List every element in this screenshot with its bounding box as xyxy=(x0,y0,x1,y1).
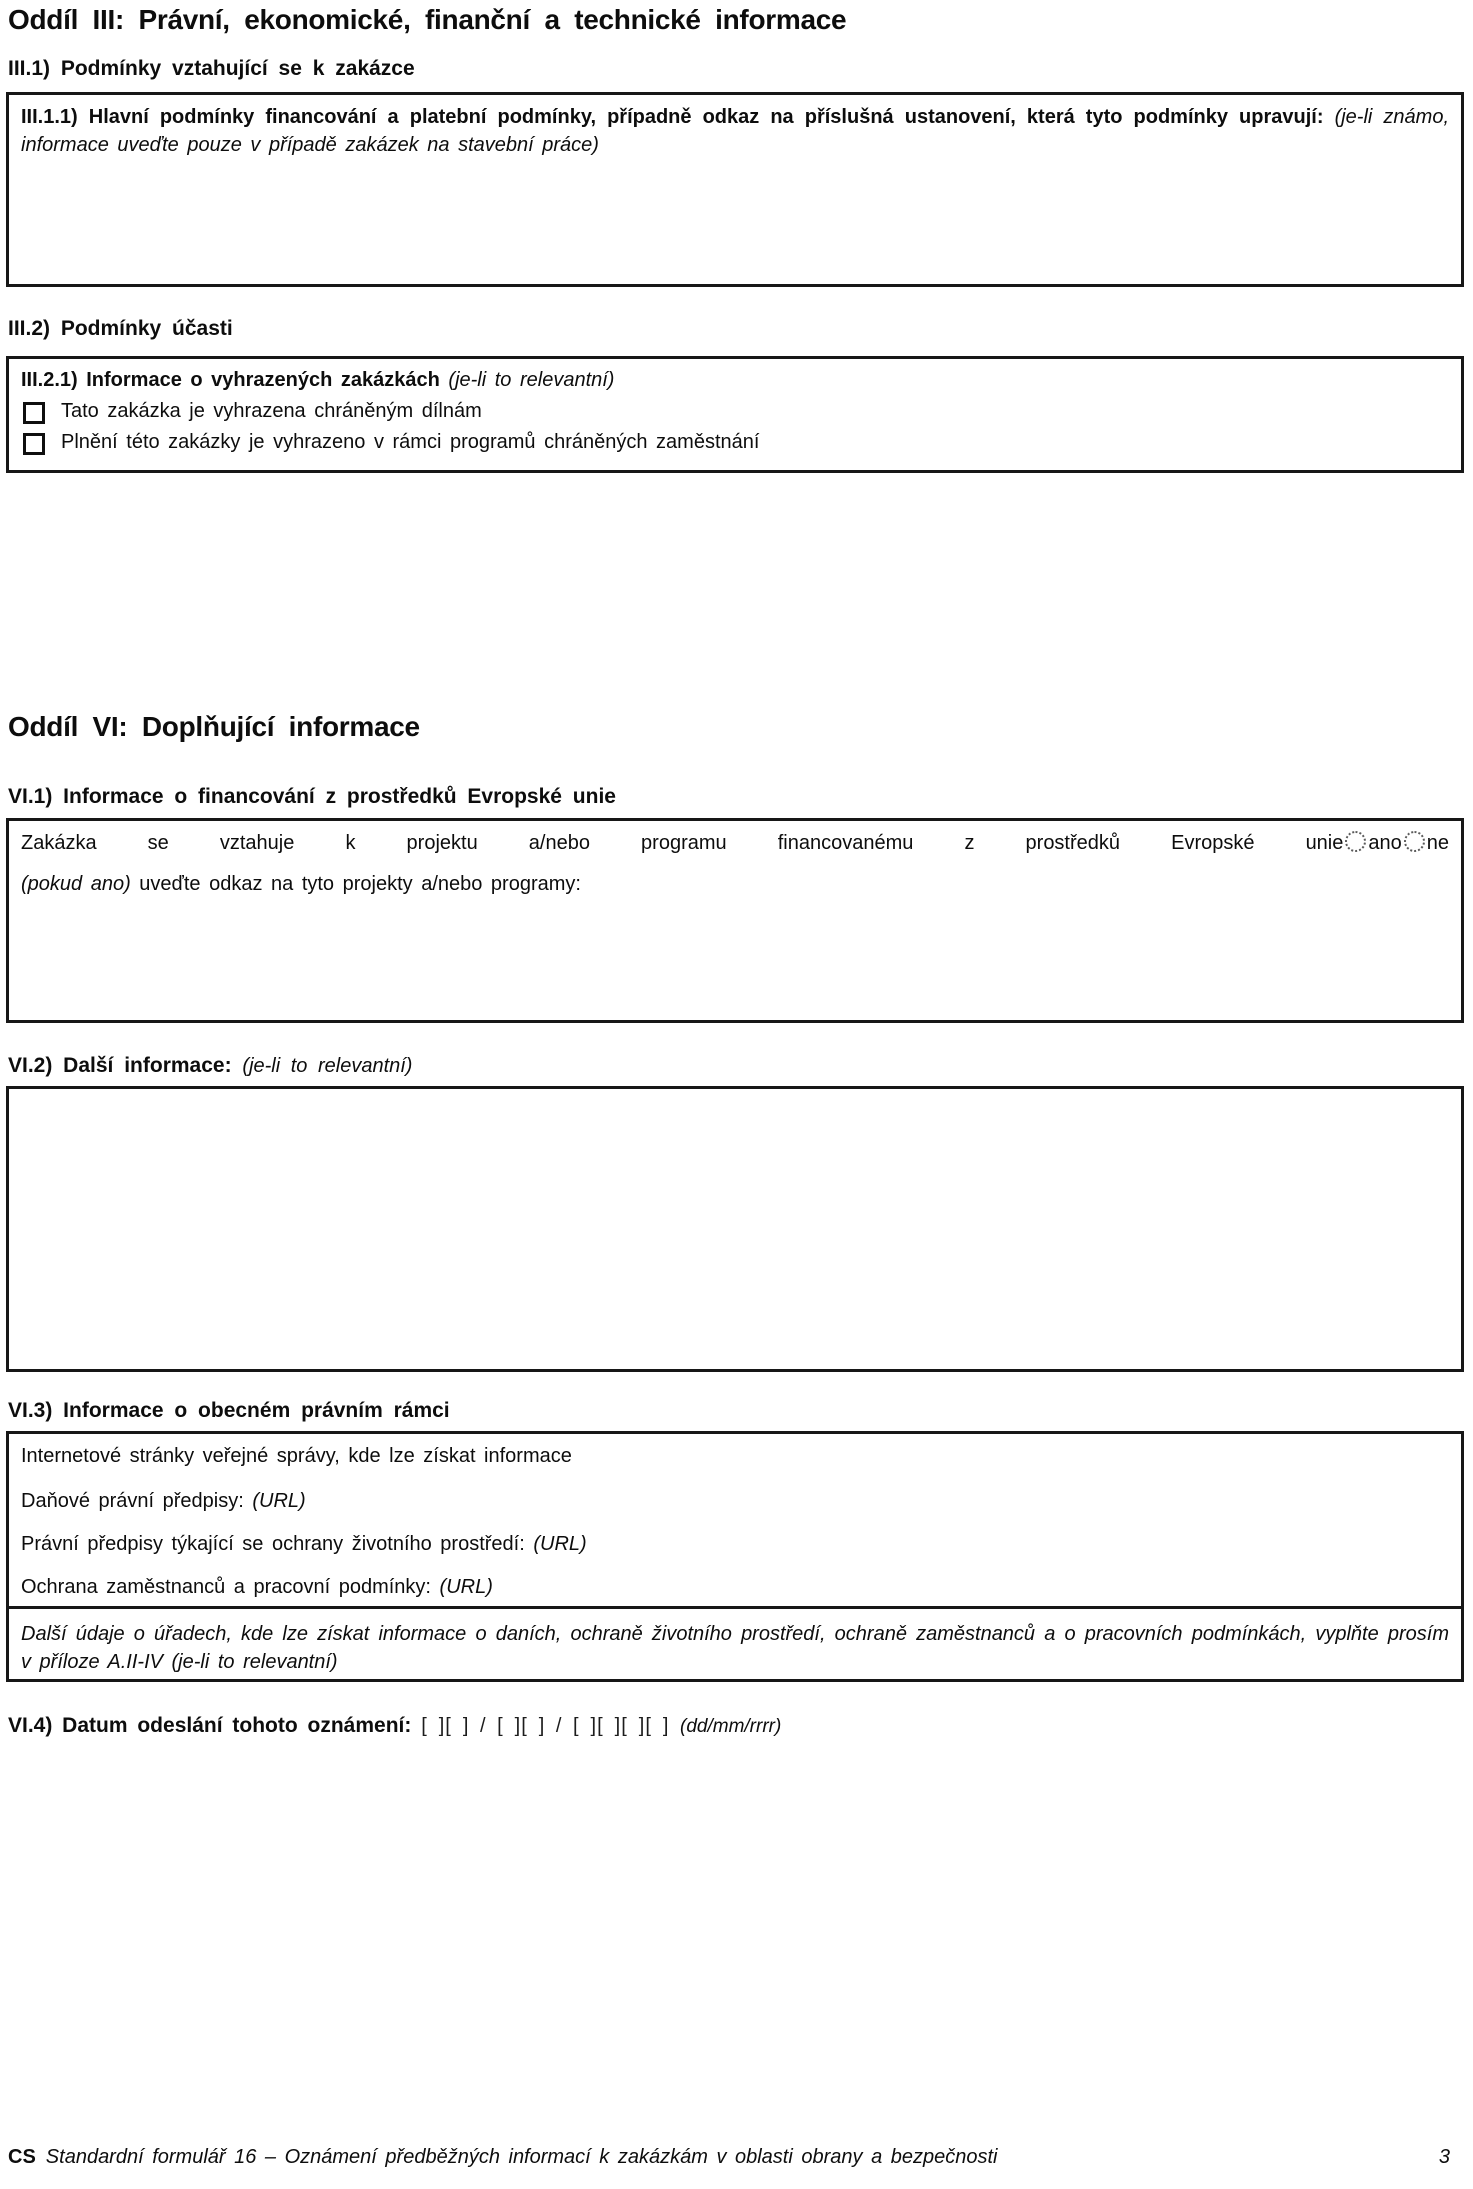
vi-3-row-tax xyxy=(21,1487,1449,1515)
option-sheltered-employment-programmes xyxy=(21,429,1449,456)
option-label: Tato zakázka je vyhrazena chráněným dílnám xyxy=(61,400,482,422)
footer-page-number: 3 xyxy=(1438,2146,1450,2168)
footer-language-code: CS xyxy=(8,2146,36,2168)
eu-funding-question: Zakázka se vztahuje k projektu a/nebo programu financovanému z prostředků Evropské unie xyxy=(21,832,1344,854)
heading-iii-2: III.2) Podmínky účasti xyxy=(8,317,233,340)
vi-3-note-box xyxy=(6,1609,1464,1682)
date-format-hint: (dd/mm/rrrr) xyxy=(680,1716,782,1737)
field-label-iii-1-1 xyxy=(21,103,1449,159)
field-box-vi-1[interactable] xyxy=(6,818,1464,1023)
section-iii-title: Oddíl III: Právní, ekonomické, finanční a technické informace xyxy=(8,4,847,35)
eu-funding-if-yes-line xyxy=(21,870,1449,899)
radio-eu-funding-no[interactable] xyxy=(1404,831,1425,852)
vi-3-row-employment xyxy=(21,1573,1449,1601)
heading-vi-2-bold: VI.2) Další informace: xyxy=(8,1054,243,1077)
row-label: Právní předpisy týkající se ochrany životního prostředí: xyxy=(21,1533,534,1555)
heading-vi-2 xyxy=(8,1054,412,1078)
field-box-iii-2-1 xyxy=(6,356,1464,473)
footer-form-title: Standardní formulář 16 – Oznámení předběžných informací k zakázkám v oblasti obrany a bezpečnosti xyxy=(45,2146,998,2168)
heading-vi-3: VI.3) Informace o obecném právním rámci xyxy=(8,1399,450,1422)
heading-vi-4 xyxy=(8,1714,781,1738)
field-label-iii-2-1-italic: (je-li to relevantní) xyxy=(448,369,615,391)
field-label-iii-2-1 xyxy=(21,367,1449,394)
radio-eu-funding-yes[interactable] xyxy=(1345,831,1366,852)
heading-vi-1: VI.1) Informace o financování z prostředků Evropské unie xyxy=(8,785,616,808)
vi-3-intro: Internetové stránky veřejné správy, kde lze získat informace xyxy=(21,1445,572,1467)
field-label-iii-1-1-italic: (je-li známo, informace uveďte pouze v případě zakázek na stavební práce) xyxy=(21,106,1450,156)
field-label-iii-1-1-bold: III.1.1) Hlavní podmínky financování a platební podmínky, případně odkaz na příslušná ustanovení, která tyto podmínky upravují: xyxy=(21,106,1335,128)
heading-vi-4-bold: VI.4) Datum odeslání tohoto oznámení: xyxy=(8,1714,422,1737)
heading-vi-2-italic: (je-li to relevantní) xyxy=(242,1055,413,1077)
field-box-vi-2[interactable] xyxy=(6,1086,1464,1372)
field-label-iii-2-1-bold: III.2.1) Informace o vyhrazených zakázkách xyxy=(21,369,449,391)
section-vi-title: Oddíl VI: Doplňující informace xyxy=(8,711,420,742)
radio-eu-funding-yes-label: ano xyxy=(1368,832,1402,854)
row-label: Ochrana zaměstnanců a pracovní podmínky: xyxy=(21,1576,440,1598)
date-entry-brackets[interactable]: [ ][ ] / [ ][ ] / [ ][ ][ ][ ] xyxy=(421,1715,680,1737)
heading-iii-1: III.1) Podmínky vztahující se k zakázce xyxy=(8,57,415,80)
vi-3-row-environment xyxy=(21,1530,1449,1558)
radio-eu-funding-no-label: ne xyxy=(1426,832,1449,854)
option-label: Plnění této zakázky je vyhrazeno v rámci programů chráněných zaměstnání xyxy=(61,431,760,453)
url-placeholder: (URL) xyxy=(252,1490,306,1512)
url-placeholder: (URL) xyxy=(533,1533,587,1555)
checkbox-sheltered-employment-programmes-icon[interactable] xyxy=(23,433,45,455)
checkbox-reserved-sheltered-workshops-icon[interactable] xyxy=(23,402,45,424)
url-placeholder: (URL) xyxy=(439,1576,493,1598)
eu-funding-if-yes-italic: (pokud ano) xyxy=(21,873,131,895)
field-box-iii-1-1[interactable] xyxy=(6,92,1464,287)
eu-funding-question-line xyxy=(21,829,1449,858)
eu-funding-if-yes-text: uveďte odkaz na tyto projekty a/nebo programy: xyxy=(130,873,581,895)
row-label: Daňové právní předpisy: xyxy=(21,1490,253,1512)
field-box-vi-3[interactable] xyxy=(6,1431,1464,1609)
page-footer xyxy=(8,2146,1450,2169)
vi-3-note: Další údaje o úřadech, kde lze získat informace o daních, ochraně životního prostředí, ochraně zaměstnanců a o pracovních podmínkách, vyplňte prosím v příloze A.II-IV (je-li to relevantní) xyxy=(21,1623,1449,1673)
option-reserved-sheltered-workshops xyxy=(21,398,1449,425)
